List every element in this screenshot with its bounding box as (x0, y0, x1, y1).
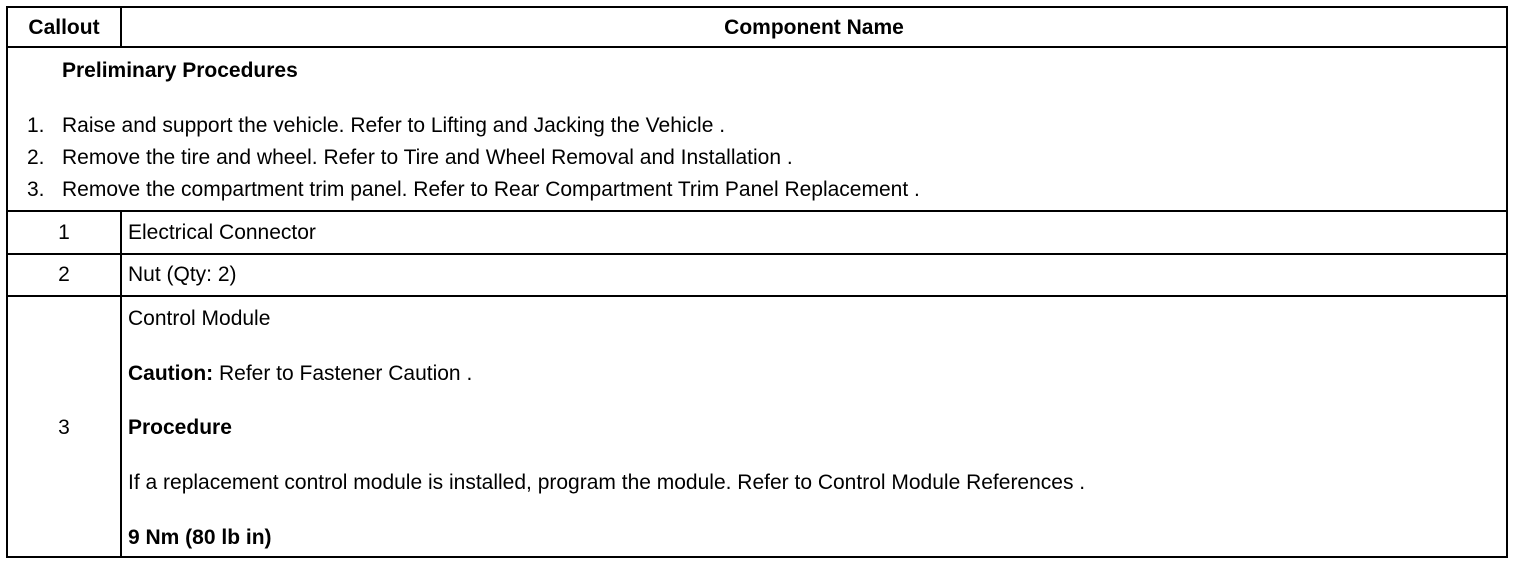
row1-divider (6, 253, 1508, 255)
row-component-name: Nut (Qty: 2) (128, 263, 237, 286)
step-number: 1. (27, 114, 45, 137)
row-callout: 3 (58, 416, 70, 439)
preliminary-divider (6, 210, 1508, 212)
header-callout: Callout (28, 16, 100, 39)
step-text: Remove the tire and wheel. Refer to Tire and Wheel Removal and Installation . (62, 146, 793, 169)
step-text: Raise and support the vehicle. Refer to Lifting and Jacking the Vehicle . (62, 114, 726, 137)
header-component-name: Component Name (724, 16, 904, 39)
row2-divider (6, 295, 1508, 297)
row-component-name: Control Module (128, 307, 271, 330)
step-text: Remove the compartment trim panel. Refer to Rear Compartment Trim Panel Replacement . (62, 178, 920, 201)
caution-label: Caution: (128, 362, 214, 385)
row-component-name: Electrical Connector (128, 221, 316, 244)
preliminary-title: Preliminary Procedures (62, 59, 298, 82)
procedure-text: If a replacement control module is installed, program the module. Refer to Control Module References . (128, 471, 1086, 494)
caution-line (128, 362, 472, 386)
procedure-label: Procedure (128, 416, 232, 439)
header-divider (6, 46, 1508, 48)
row-callout: 2 (58, 263, 70, 286)
step-number: 3. (27, 178, 45, 201)
step-number: 2. (27, 146, 45, 169)
row-callout: 1 (58, 221, 70, 244)
torque-spec: 9 Nm (80 lb in) (128, 526, 272, 549)
rows-column-divider (120, 210, 122, 558)
caution-text: Refer to Fastener Caution . (213, 362, 473, 385)
